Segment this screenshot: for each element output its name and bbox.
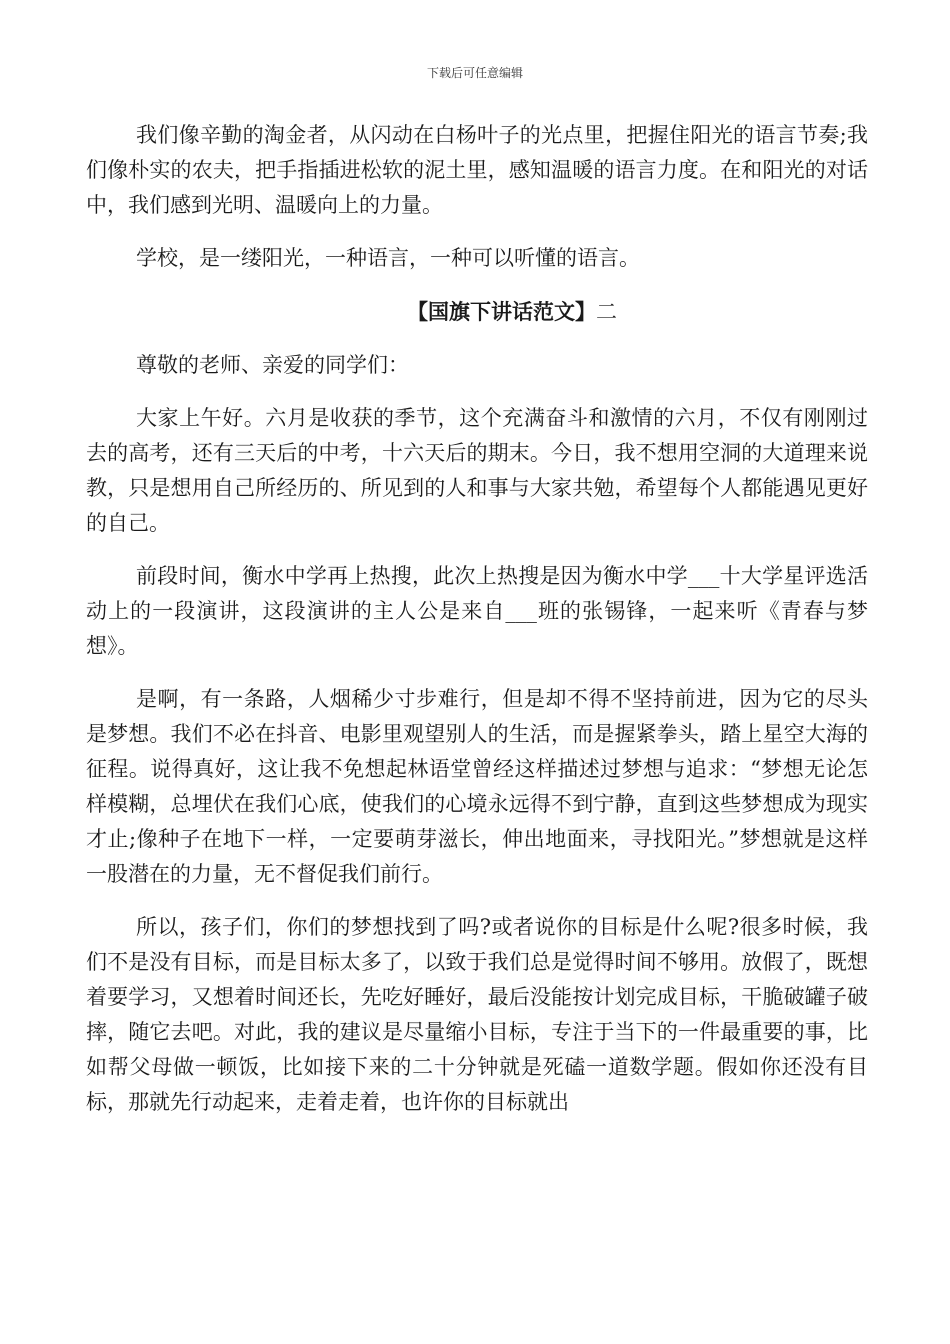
paragraph-hengshui-speech: 前段时间，衡水中学再上热搜，此次上热搜是因为衡水中学___十大学星评选活动上的一段演讲，这段演讲的主人公是来自___班的张锡锋，一起来听《青春与梦想》。	[86, 564, 868, 658]
section-title-number: 二	[596, 300, 617, 324]
paragraph-gold-seekers: 我们像辛勤的淘金者，从闪动在白杨叶子的光点里，把握住阳光的语言节奏;我们像朴实的农夫，把手指插进松软的泥土里，感知温暖的语言力度。在和阳光的对话中，我们感到光明、温暖向上的力量。	[86, 123, 868, 217]
paragraph-june-harvest: 大家上午好。六月是收获的季节，这个充满奋斗和激情的六月，不仅有刚刚过去的高考，还有三天后的中考，十六天后的期末。今日，我不想用空洞的大道理来说教，只是想用自己所经历的、所见到的人和事与大家共勉，希望每个人都能遇见更好的自己。	[86, 406, 868, 535]
document-body	[86, 118, 868, 1138]
section-title	[86, 294, 868, 330]
paragraph-greeting: 尊敬的老师、亲爱的同学们：	[136, 353, 409, 377]
page-header-note: 下载后可任意编辑	[426, 66, 523, 80]
paragraph-dream-road: 是啊，有一条路，人烟稀少寸步难行，但是却不得不坚持前进，因为它的尽头是梦想。我们不必在抖音、电影里观望别人的生活，而是握紧拳头，踏上星空大海的征程。说得真好，这让我不免想起林语堂曾经这样描述过梦想与追求：“梦想无论怎样模糊，总埋伏在我们心底，使我们的心境永远得不到宁静，直到这些梦想成为现实才止;像种子在地下一样，一定要萌芽滋长，伸出地面来，寻找阳光。”梦想就是这样一股潜在的力量，无不督促我们前行。	[86, 687, 868, 886]
section-title-main: 【国旗下讲话范文】	[407, 299, 596, 324]
paragraph-school-sunshine: 学校，是一缕阳光，一种语言，一种可以听懂的语言。	[136, 246, 640, 270]
paragraph-goals: 所以，孩子们，你们的梦想找到了吗?或者说你的目标是什么呢?很多时候，我们不是没有目标，而是目标太多了，以致于我们总是觉得时间不够用。放假了，既想着要学习，又想着时间还长，先吃好睡好，最后没能按计划完成目标，干脆破罐子破摔，随它去吧。对此，我的建议是尽量缩小目标，专注于当下的一件最重要的事，比如帮父母做一顿饭，比如接下来的二十分钟就是死磕一道数学题。假如你还没有目标，那就先行动起来，走着走着，也许你的目标就出	[86, 915, 868, 1114]
